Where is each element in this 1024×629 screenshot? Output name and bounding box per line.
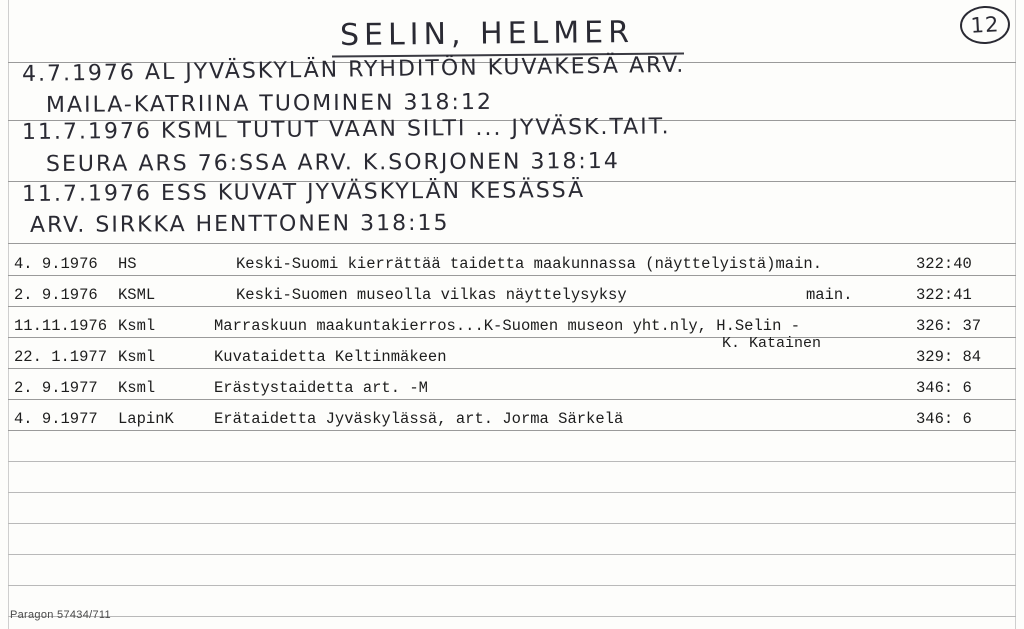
- card-title-handwritten: SELIN, HELMER: [339, 14, 635, 53]
- entry-mainword: main.: [806, 286, 853, 304]
- handwritten-entry-line: 11.7.1976 ESS KUVAT JYVÄSKYLÄN KESÄSSÄ: [21, 178, 586, 207]
- entry-body: Erätaidetta Jyväskylässä, art. Jorma Särkelä: [214, 410, 624, 428]
- entry-source: Ksml: [118, 379, 156, 397]
- entry-reference: 346: 6: [916, 379, 972, 397]
- table-row: [0, 286, 1024, 316]
- entry-body: Marraskuun maakuntakierros...K-Suomen museon yht.nly, H.Selin -: [214, 317, 800, 335]
- entry-date: 4. 9.1976: [14, 255, 98, 273]
- entry-date: 22. 1.1977: [14, 348, 108, 366]
- handwritten-entry-line: MAILA-KATRIINA TUOMINEN 318:12: [45, 89, 493, 118]
- entry-source: Ksml: [118, 348, 156, 366]
- entry-source: Ksml: [118, 317, 156, 335]
- handwritten-entry-line: 4.7.1976 AL JYVÄSKYLÄN RYHDITÖN KUVAKESÄ ARV.: [21, 52, 686, 87]
- rule-line: [8, 492, 1016, 493]
- entry-body: Erästystaidetta art. -M: [214, 379, 428, 397]
- rule-line: [8, 243, 1016, 244]
- entry-source: KSML: [118, 286, 156, 304]
- rule-line: [8, 461, 1016, 462]
- entry-date: 2. 9.1977: [14, 379, 98, 397]
- entry-date: 4. 9.1977: [14, 410, 98, 428]
- handwritten-entry-line: 11.7.1976 KSML TUTUT VAAN SILTI ... JYVÄSK.TAIT.: [21, 114, 671, 145]
- rule-line: [8, 585, 1016, 586]
- rule-line: [8, 554, 1016, 555]
- table-row: [0, 348, 1024, 378]
- entry-body: Keski-Suomen museolla vilkas näyttelysyksy: [236, 286, 627, 304]
- rule-line: [8, 523, 1016, 524]
- table-row: [0, 255, 1024, 285]
- table-row: [0, 410, 1024, 440]
- entry-extra-note: K. Katainen: [722, 335, 822, 352]
- entry-reference: 322:41: [916, 286, 972, 304]
- table-row: [0, 379, 1024, 409]
- entry-date: 2. 9.1976: [14, 286, 98, 304]
- entry-date: 11.11.1976: [14, 317, 108, 335]
- printer-code: Paragon 57434/711: [10, 609, 111, 621]
- entry-body: Kuvataidetta Keltinmäkeen: [214, 348, 447, 366]
- handwritten-entry-line: ARV. SIRKKA HENTTONEN 318:15: [29, 210, 450, 238]
- card-number-badge: 12: [959, 5, 1011, 46]
- handwritten-entry-line: SEURA ARS 76:SSA ARV. K.SORJONEN 318:14: [45, 148, 620, 177]
- rule-line: [8, 616, 1016, 617]
- entry-body: Keski-Suomi kierrättää taidetta maakunnassa (näyttelyistä)main.: [236, 255, 822, 273]
- entry-source: HS: [118, 255, 137, 273]
- entry-reference: 326: 37: [916, 317, 982, 335]
- entry-reference: 322:40: [916, 255, 972, 273]
- entry-reference: 346: 6: [916, 410, 972, 428]
- table-row: [0, 317, 1024, 352]
- entry-reference: 329: 84: [916, 348, 982, 366]
- entry-source: LapinK: [118, 410, 174, 428]
